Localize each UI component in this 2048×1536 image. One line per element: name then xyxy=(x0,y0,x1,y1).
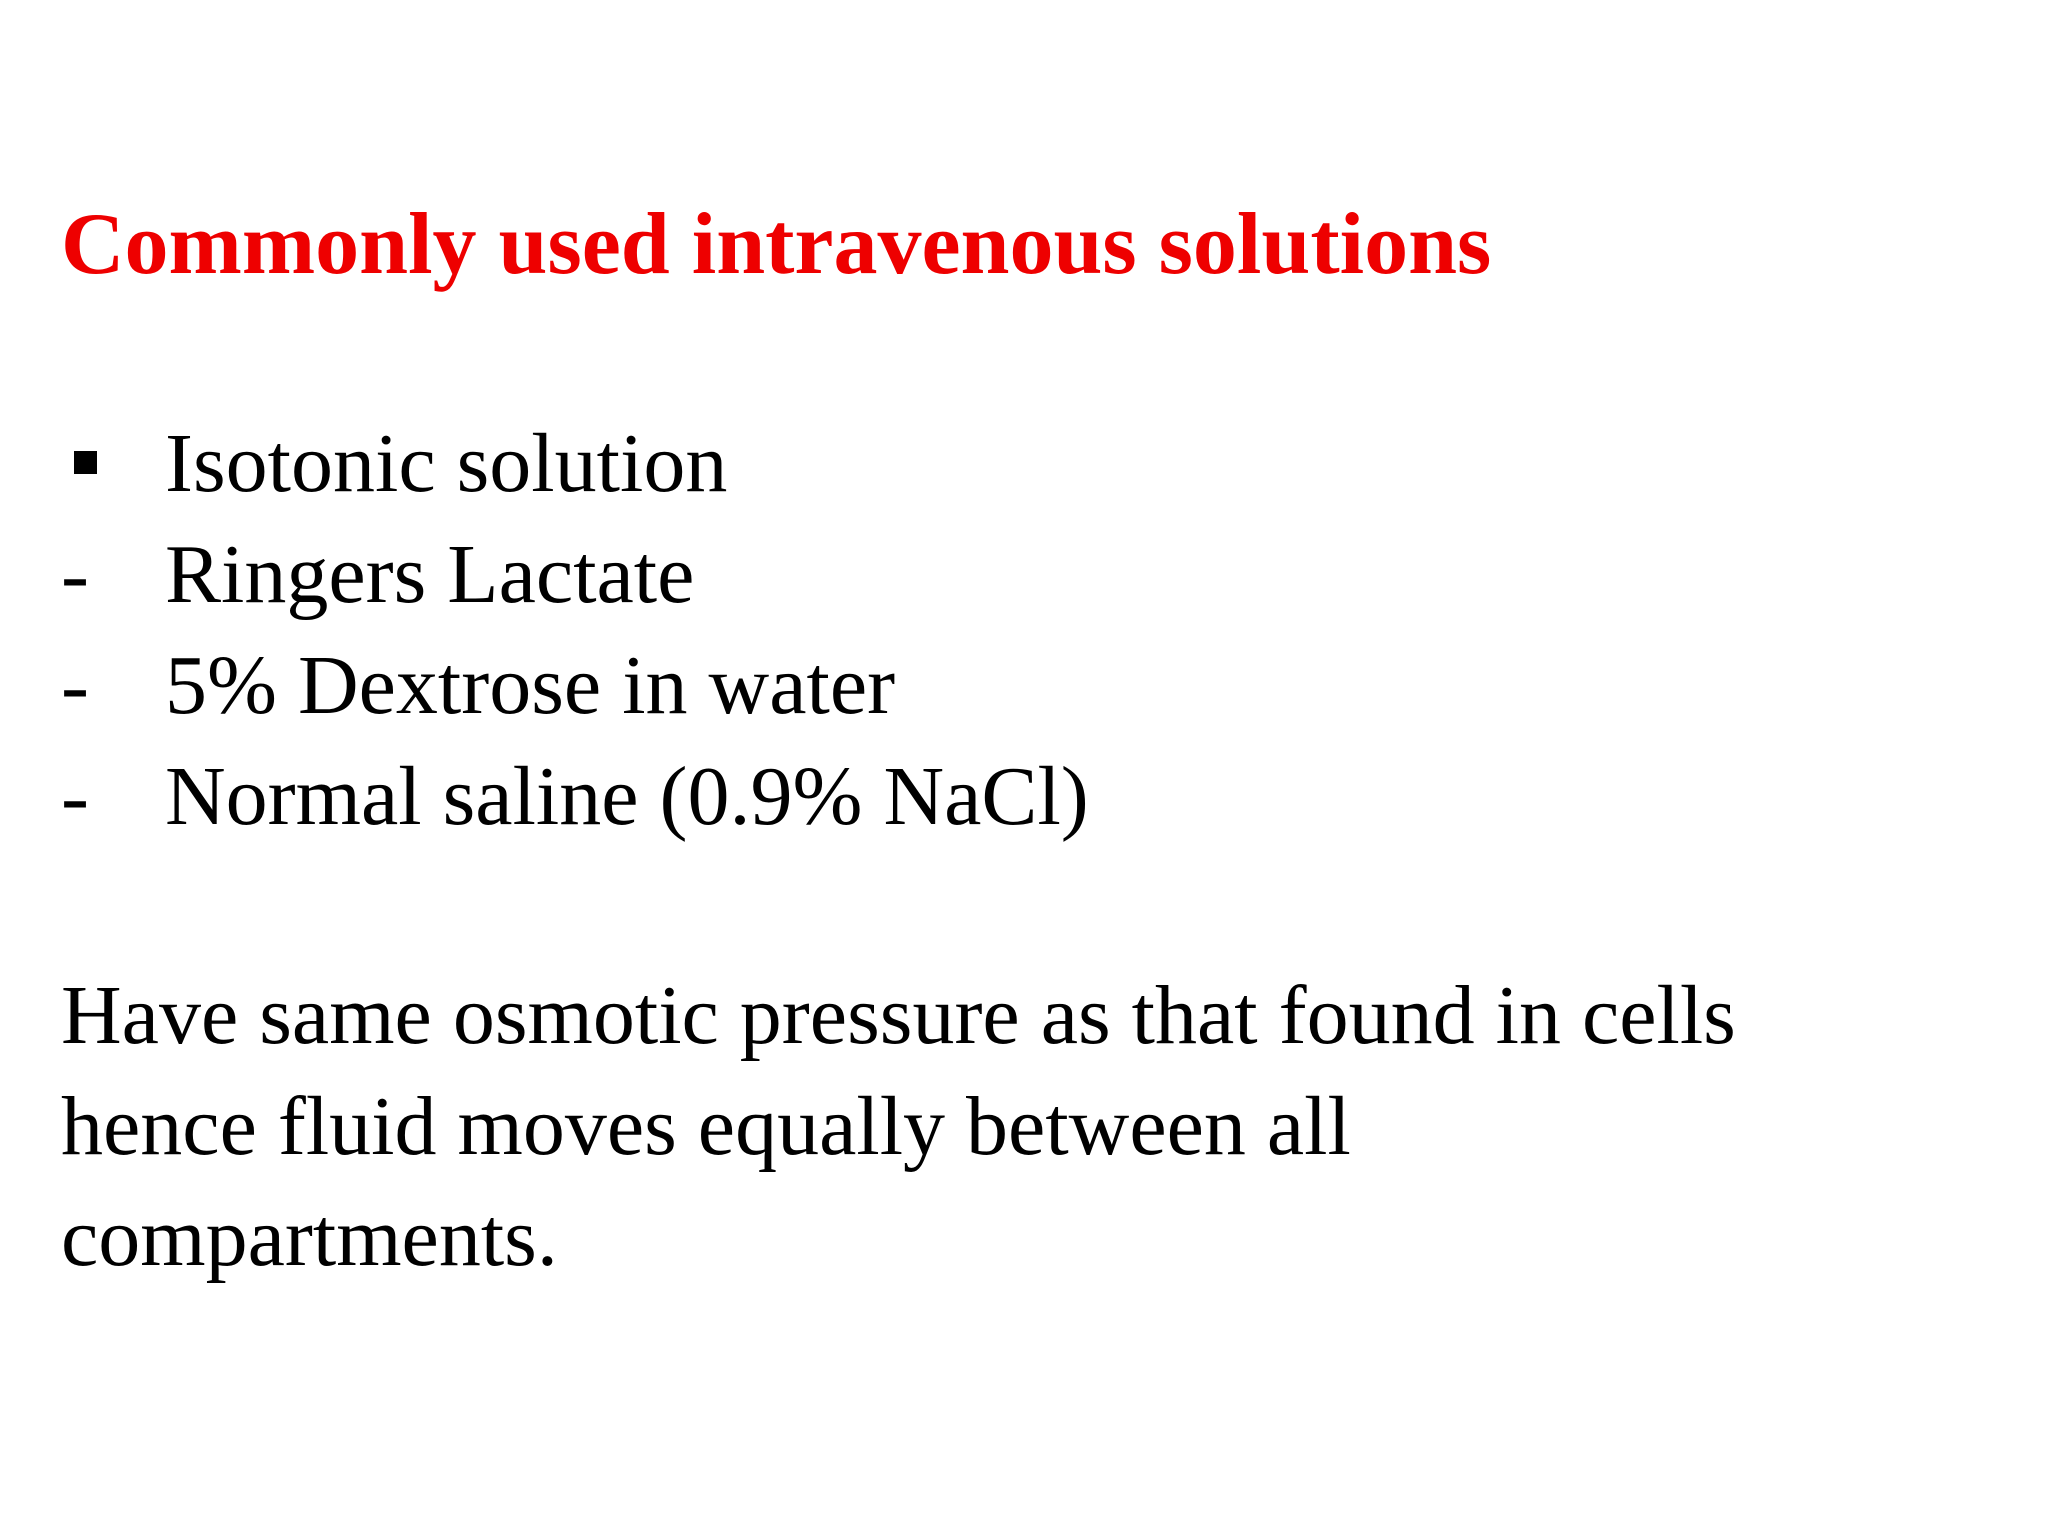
list-item-text: 5% Dextrose in water xyxy=(165,639,896,732)
dash-marker xyxy=(61,630,121,741)
slide-title: Commonly used intravenous solutions xyxy=(61,196,1492,293)
paragraph-line: compartments. xyxy=(61,1191,558,1284)
list-item-text: Ringers Lactate xyxy=(165,528,695,621)
list-item-text: Normal saline (0.9% NaCl) xyxy=(165,750,1089,843)
dash-marker xyxy=(61,741,121,852)
dash-glyph: - xyxy=(61,750,89,843)
bullet-marker xyxy=(61,408,121,519)
list-item-text: Isotonic solution xyxy=(165,417,728,510)
description-paragraph xyxy=(61,960,2001,1293)
paragraph-line: Have same osmotic pressure as that found in cells xyxy=(61,969,1736,1062)
paragraph-line: hence fluid moves equally between all xyxy=(61,1080,1351,1173)
dash-glyph: - xyxy=(61,528,89,621)
dash-glyph: - xyxy=(61,639,89,732)
dash-marker xyxy=(61,519,121,630)
square-bullet-icon xyxy=(74,451,97,474)
